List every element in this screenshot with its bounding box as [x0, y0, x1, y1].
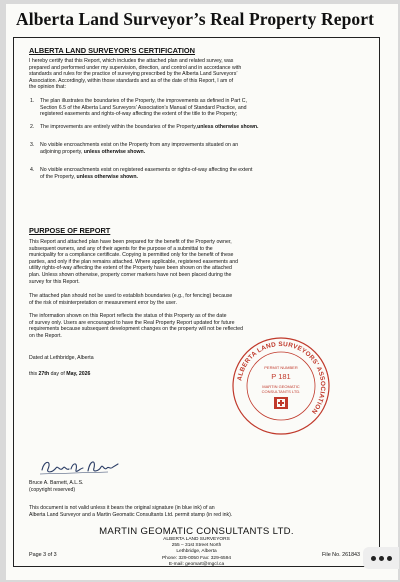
certification-heading: ALBERTA LAND SURVEYOR’S CERTIFICATION [29, 46, 196, 55]
purpose-paragraph-3 [29, 313, 243, 339]
company-email: E-mail: geomart@mgcl.ca [168, 561, 225, 567]
stamp-ring-text: ALBERTA LAND SURVEYORS’ ASSOCIATION [236, 340, 327, 416]
intro-line: I hereby certify that this Report, which includes the attached plan and related survey, was [29, 58, 234, 64]
certification-intro [29, 58, 241, 91]
purpose-line: This Report and attached plan have been prepared for the benefit of the Property owner, [29, 239, 232, 245]
handwritten-signature [38, 456, 124, 478]
validity-note [29, 505, 232, 518]
surveyor-name: Bruce A. Barnett, A.L.S. [29, 480, 84, 486]
item-number: 4. [30, 167, 35, 173]
intro-line: standards and rules for the practice of surveying prescribed by the Alberta Land Surveyors’ [29, 71, 238, 78]
date-dayof: day of [50, 371, 65, 377]
purpose-line: subsequent owners, and any of their agents for the purpose of a submittal to the [29, 245, 213, 252]
date-day: 27th [38, 371, 50, 377]
item-line: The improvements are entirely within the boundaries of the Property, [40, 124, 198, 130]
company-address-1: 255 – 31st Street North [171, 543, 222, 549]
item-line: adjoining property, [40, 148, 83, 155]
item-emphasis: unless otherwise shown. [76, 173, 138, 180]
company-subtitle: ALBERTA LAND SURVEYORS [163, 537, 230, 542]
item-line: registered easements and rights-of-way affecting the extent of the title to the Property; [40, 111, 238, 118]
item-line: of the Property, [40, 173, 76, 180]
item-number: 2. [30, 124, 35, 130]
item-line: Section 6.5 of the Alberta Land Surveyors’ Association’s Manual of Standard Practice, and [40, 104, 247, 111]
purpose-line: survey for this Report. [29, 278, 80, 285]
stamp-logo-icon [274, 397, 288, 409]
item-emphasis: unless otherwise shown. [83, 148, 146, 155]
intro-line: the opinion that: [29, 84, 66, 91]
item-line: No visible encroachments exist on registered easements or rights-of-way affecting the extent [40, 167, 253, 173]
stamp-company-line-2: CONSULTANTS LTD. [261, 389, 301, 394]
intro-line: Association. Accordingly, within those standards and as of the date of this Report, I am of [29, 77, 234, 84]
date-line [29, 371, 90, 378]
purpose-paragraph-1 [29, 239, 238, 285]
stamp-permit-number: P 181 [271, 372, 291, 381]
item-number: 1. [30, 98, 35, 104]
purpose-line: on the Report. [29, 332, 62, 339]
intro-line: prepared and performed under my supervision, direction, and control and in accordance with [29, 64, 242, 71]
company-address-2: Lethbridge, Alberta [176, 549, 217, 555]
purpose-line: requirements because subsequent development changes on the property will not be reflected [29, 326, 243, 333]
item-emphasis: unless otherwise shown. [197, 124, 259, 130]
date-this: this [29, 371, 38, 377]
purpose-paragraph-2 [29, 293, 232, 306]
dated-at: Dated at Lethbridge, Alberta [29, 355, 94, 361]
dot-icon [371, 556, 376, 561]
purpose-line: parties, and only if the plan remains attached. Where applicable, registered easements and [29, 258, 239, 265]
dot-icon [387, 556, 392, 561]
company-name: MARTIN GEOMATIC CONSULTANTS LTD. [99, 526, 294, 537]
dot-icon [379, 556, 384, 561]
copyright-note: (copyright reserved) [29, 487, 76, 493]
purpose-line: utility rights-of-way affecting the extent of the Property have been shown on the attached [29, 265, 232, 272]
permit-stamp [231, 336, 331, 436]
item-number: 3. [30, 142, 35, 148]
file-number: File No. 261843 [322, 552, 361, 558]
purpose-line: plan. Unless shown otherwise, property corner markers have not been placed during the [29, 271, 232, 278]
purpose-line: of survey only. Users are encouraged to have the Real Property Report updated for future [29, 319, 235, 326]
company-phone: Phone: 329-0050 Fax: 329-6594 [161, 555, 232, 561]
validity-line: This document is not valid unless it bears the original signature (in blue ink) of an [29, 505, 215, 511]
page-number: Page 3 of 3 [29, 552, 57, 558]
purpose-line: of the risk of misinterpretation or measurement error by the user. [29, 299, 177, 306]
purpose-line: municipality for a compliance certificate. Copying is permitted only for the benefit of these [29, 252, 234, 259]
stamp-permit-label: PERMIT NUMBER [264, 365, 298, 370]
purpose-line: The information shown on this Report reflects the status of this Property as of the date [29, 313, 227, 319]
date-month-year: May, 2026 [66, 371, 91, 377]
stamp-company-line-1: MARTIN GEOMATIC [262, 384, 300, 389]
item-line: No visible encroachments exist on the Property from any improvements situated on an [40, 142, 239, 148]
document-title: Alberta Land Surveyor’s Real Property Report [16, 9, 375, 29]
validity-line: Alberta Land Surveyor and a Martin Geomatic Consultants Ltd. permit stamp (in red ink). [29, 511, 233, 518]
item-line: The plan illustrates the boundaries of the Property, the improvements as defined in Part C, [40, 98, 247, 104]
purpose-line: The attached plan should not be used to establish boundaries (e.g., for fencing) because [29, 293, 233, 299]
more-options-button[interactable] [363, 547, 399, 569]
purpose-heading: PURPOSE OF REPORT [29, 226, 111, 235]
